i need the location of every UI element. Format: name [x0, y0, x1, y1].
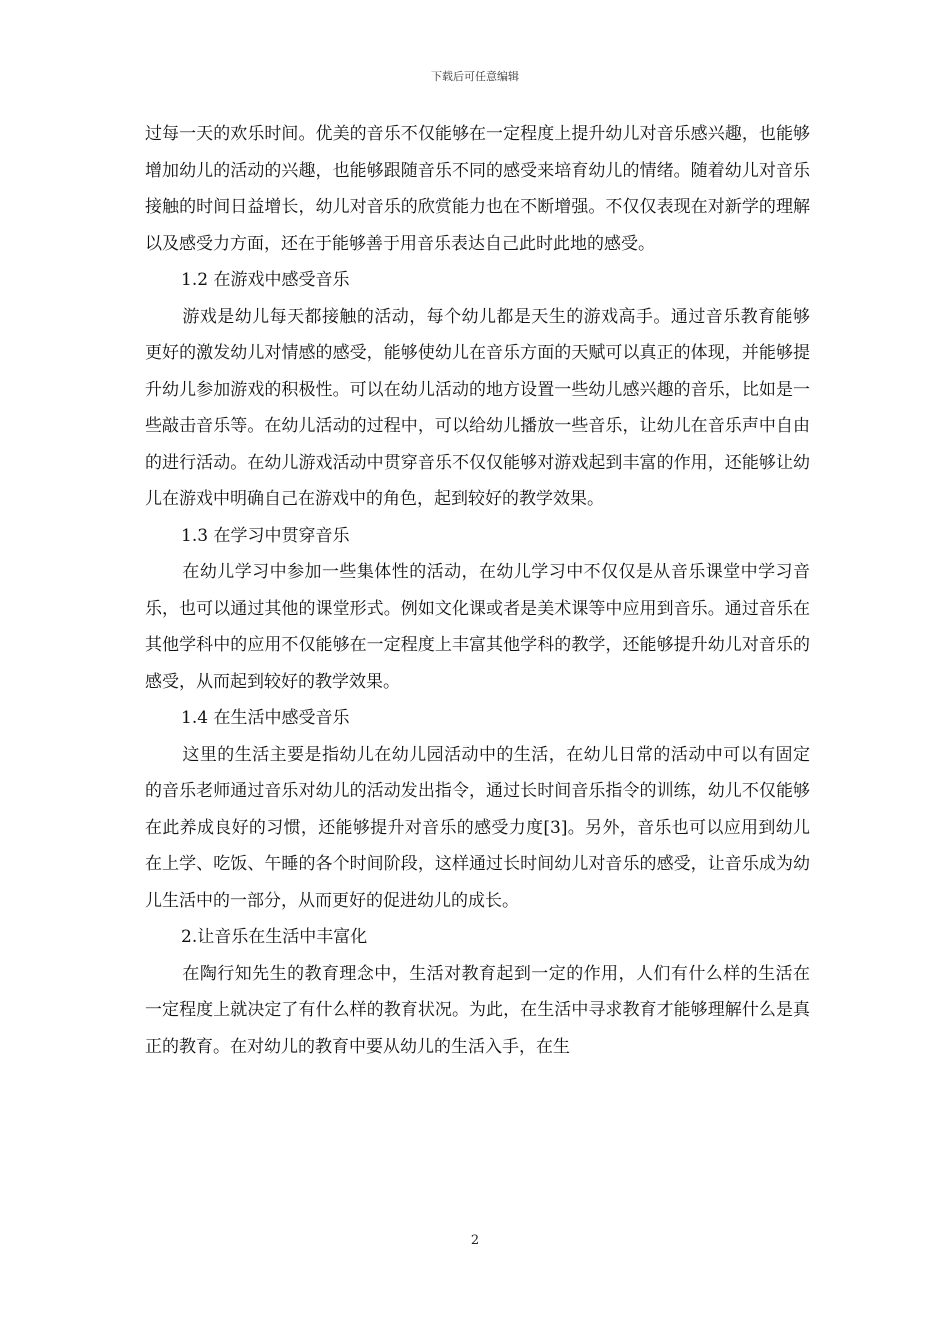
section-heading: 2.让音乐在生活中丰富化 — [181, 927, 368, 947]
paragraph: 在陶行知先生的教育理念中，生活对教育起到一定的作用，人们有什么样的生活在一定程度上就决定了有什么样的教育状况。为此，在生活中寻求教育才能够理解什么是真正的教育。在对幼儿的教育中要从幼儿的生活入手，在生 — [145, 963, 810, 1057]
paragraph: 这里的生活主要是指幼儿在幼儿园活动中的生活，在幼儿日常的活动中可以有固定的音乐老师通过音乐对幼儿的活动发出指令，通过长时间音乐指令的训练，幼儿不仅能够在此养成良好的习惯，还能够提升对音乐的感受力度[3]。另外，音乐也可以应用到幼儿在上学、吃饭、午睡的各个时间阶段，这样通过长时间幼儿对音乐的感受，让音乐成为幼儿生活中的一部分，从而更好的促进幼儿的成长。 — [145, 744, 810, 911]
page-header: 下载后可任意编辑 — [431, 70, 519, 83]
page-number: 2 — [470, 1233, 480, 1248]
paragraph: 游戏是幼儿每天都接触的活动，每个幼儿都是天生的游戏高手。通过音乐教育能够更好的激发幼儿对情感的感受，能够使幼儿在音乐方面的天赋可以真正的体现，并能够提升幼儿参加游戏的积极性。可以在幼儿活动的地方设置一些幼儿感兴趣的音乐，比如是一些敲击音乐等。在幼儿活动的过程中，可以给幼儿播放一些音乐，让幼儿在音乐声中自由的进行活动。在幼儿游戏活动中贯穿音乐不仅仅能够对游戏起到丰富的作用，还能够让幼儿在游戏中明确自己在游戏中的角色，起到较好的教学效果。 — [145, 306, 810, 509]
paragraph: 在幼儿学习中参加一些集体性的活动，在幼儿学习中不仅仅是从音乐课堂中学习音乐，也可以通过其他的课堂形式。例如文化课或者是美术课等中应用到音乐。通过音乐在其他学科中的应用不仅能够在一定程度上丰富其他学科的教学，还能够提升幼儿对音乐的感受，从而起到较好的教学效果。 — [145, 562, 810, 692]
section-heading: 1.2 在游戏中感受音乐 — [181, 270, 350, 290]
document-body — [145, 116, 810, 1065]
paragraph: 过每一天的欢乐时间。优美的音乐不仅能够在一定程度上提升幼儿对音乐感兴趣，也能够增加幼儿的活动的兴趣，也能够跟随音乐不同的感受来培育幼儿的情绪。随着幼儿对音乐接触的时间日益增长，幼儿对音乐的欣赏能力也在不断增强。不仅仅表现在对新学的理解以及感受力方面，还在于能够善于用音乐表达自己此时此地的感受。 — [145, 124, 810, 254]
section-heading: 1.3 在学习中贯穿音乐 — [181, 525, 350, 546]
section-heading: 1.4 在生活中感受音乐 — [181, 708, 350, 728]
